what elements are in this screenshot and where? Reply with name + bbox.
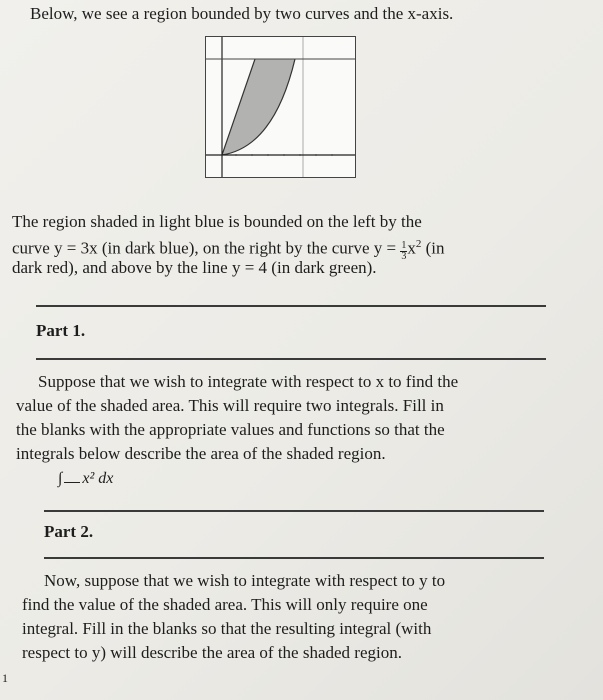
integral-sign: ∫ bbox=[58, 470, 63, 487]
integral-integrand: x² dx bbox=[82, 470, 114, 487]
page-number: 1 bbox=[2, 671, 8, 685]
curve2-close: (in bbox=[421, 238, 445, 258]
divider bbox=[44, 510, 544, 512]
region-graph bbox=[205, 36, 356, 178]
part2-title: Part 2. bbox=[44, 522, 94, 541]
part1-line-2: value of the shaded area. This will require two integrals. Fill in bbox=[16, 396, 444, 415]
part1-line-4: integrals below describe the area of the shaded region. bbox=[16, 444, 386, 463]
region-line-1: The region shaded in light blue is bounded on the left by the bbox=[12, 212, 422, 231]
region-line-3: dark red), and above by the line y = 4 (in dark green). bbox=[12, 258, 377, 277]
fraction-denominator: 3 bbox=[401, 250, 407, 262]
integral-blank[interactable] bbox=[64, 482, 80, 483]
part1-line-3: the blanks with the appropriate values and functions so that the bbox=[16, 420, 445, 439]
part1-title: Part 1. bbox=[36, 321, 86, 340]
fraction-numerator: 1 bbox=[401, 239, 407, 251]
shaded-region bbox=[222, 59, 295, 155]
part2-line-1: Now, suppose that we wish to integrate with respect to y to bbox=[44, 571, 446, 590]
integral-expression bbox=[58, 470, 113, 488]
part2-line-2: find the value of the shaded area. This will only require one bbox=[22, 595, 428, 614]
divider bbox=[36, 305, 546, 307]
part2-line-4: respect to y) will describe the area of the shaded region. bbox=[22, 643, 402, 662]
divider bbox=[36, 358, 546, 360]
part2-line-3: integral. Fill in the blanks so that the resulting integral (with bbox=[22, 619, 432, 638]
part1-line-1: Suppose that we wish to integrate with respect to x to find the bbox=[38, 372, 459, 391]
divider bbox=[44, 557, 544, 559]
curve2-var: x bbox=[407, 238, 416, 258]
region-line-2-text: curve y = 3x (in dark blue), on the right by the curve y = bbox=[12, 238, 401, 258]
intro-text: Below, we see a region bounded by two curves and the x-axis. bbox=[30, 4, 454, 23]
region-graph-svg bbox=[206, 37, 355, 177]
curve2-exponent: 2 bbox=[415, 238, 422, 250]
